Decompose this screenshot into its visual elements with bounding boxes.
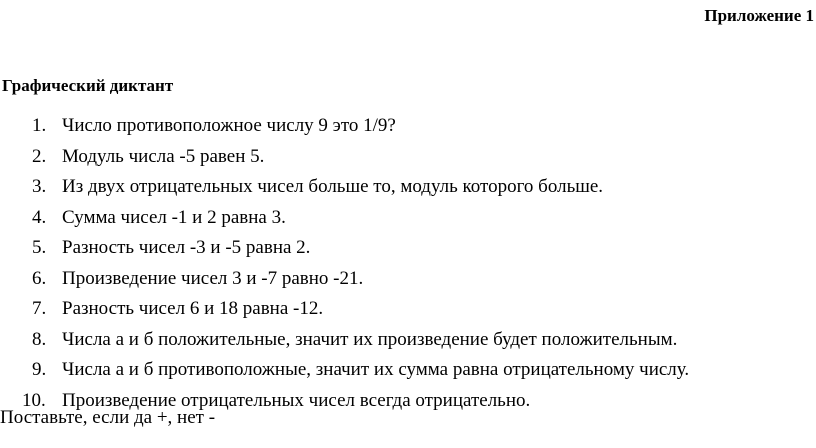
item-text: Модуль числа -5 равен 5. [62,145,265,167]
page-title: Графический диктант [2,76,174,95]
item-number: 6. [32,267,47,289]
item-text: Произведение чисел 3 и -7 равно -21. [62,267,364,289]
item-number: 2. [32,145,47,167]
item-number: 10. [22,389,46,411]
item-text: Произведение отрицательных чисел всегда отрицательно. [62,389,531,411]
item-number: 8. [32,328,47,350]
instruction-text: Поставьте, если да +, нет - [0,407,216,428]
item-text: Числа а и б положительные, значит их произведение будет положительным. [62,328,678,350]
item-text: Число противоположное числу 9 это 1/9? [62,115,396,136]
item-number: 9. [32,359,47,380]
item-text: Разность чисел 6 и 18 равна -12. [62,298,324,319]
item-text: Разность чисел -3 и -5 равна 2. [62,237,311,258]
item-number: 4. [32,206,47,228]
item-number: 1. [32,115,47,136]
item-number: 3. [32,176,47,197]
item-number: 7. [32,298,47,319]
item-number: 5. [32,237,47,258]
item-text: Из двух отрицательных чисел больше то, модуль которого больше. [62,176,604,197]
item-text: Числа а и б противоположные, значит их сумма равна отрицательному числу. [62,359,690,380]
item-text: Сумма чисел -1 и 2 равна 3. [62,206,286,228]
appendix-label: Приложение 1 [704,6,814,25]
